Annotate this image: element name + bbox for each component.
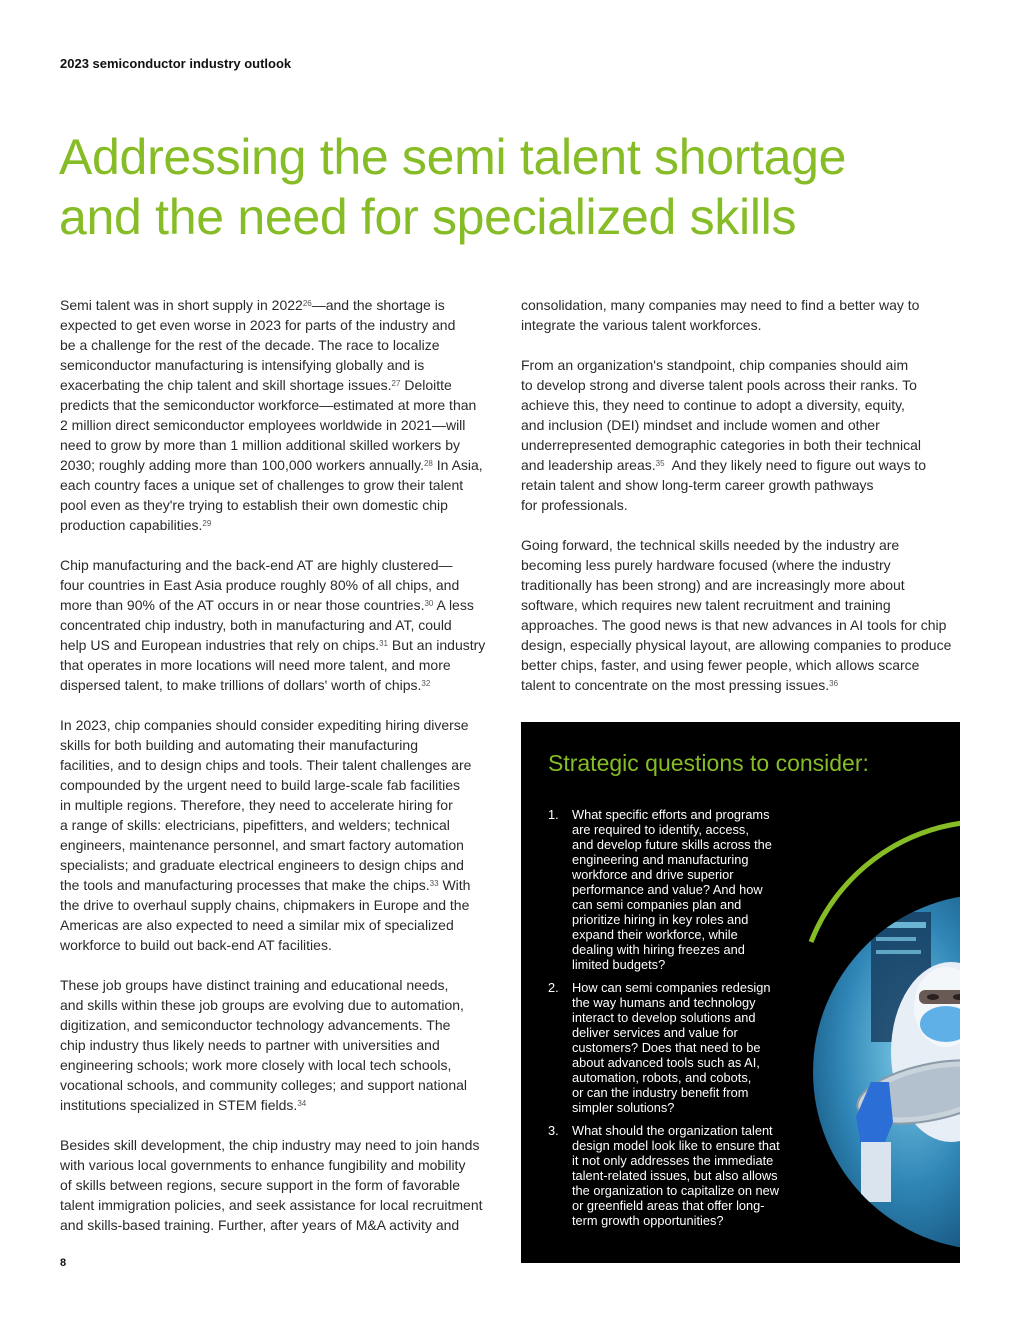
page-title xyxy=(59,127,959,247)
sidebar-title: Strategic questions to consider: xyxy=(548,750,869,776)
paragraph-8: Going forward, the technical skills needed by the industry are becoming less purely hardware focused (where the industry traditionally has been strong) and are increasingly more about software, which requires new talent recruitment and training approaches. The good news is that new advances in AI tools for chip design, especially physical layout, are allowing companies to produce better chips, faster, and using fewer people, which allows scarce talent to concentrate on the most pressing issues.$^{36}$ xyxy=(521,537,952,693)
report-header: 2023 semiconductor industry outlook xyxy=(60,56,292,71)
right-column xyxy=(521,295,961,715)
paragraph-5: Besides skill development, the chip industry may need to join hands with various local governments to enhance fungibility and mobility of skills between regions, secure support in the form of favorable talent immigration policies, and seek assistance for local recruitment and skills-based training. Further, after years of M&A activity and xyxy=(60,1137,483,1233)
title-line-2: and the need for specialized skills xyxy=(59,189,797,245)
question-item: 3. What should the organization talent design model look like to ensure that it not only addresses the immediate talent-related issues, but also allows the organization to capitalize on new or greenfield areas that offer long- term growth opportunities? xyxy=(548,1123,780,1228)
page-number: 8 xyxy=(60,1257,67,1269)
paragraph-3: In 2023, chip companies should consider expediting hiring diverse skills for both building and automating their manufacturing facilities, and to design chips and tools. Their talent challenges are compounded by the urgent need to build large-scale fab facilities in multiple regions. Therefore, they need to accelerate hiring for a range of skills: electricians, pipefitters, and welders; technical engineers, maintenance personnel, and smart factory automation specialists; and graduate electrical engineers to design chips and the tools and manufacturing processes that make the chips.$^{33}$ With the drive to overhaul supply chains, chipmakers in Europe and the Americas are also expected to need a similar mix of specialized workforce to build out back-end AT facilities. xyxy=(60,717,472,953)
strategic-questions-box xyxy=(521,722,960,1263)
paragraph-7: From an organization's standpoint, chip companies should aim to develop strong and diverse talent pools across their ranks. To achieve this, they need to continue to adopt a diversity, equity, and inclusion (DEI) mindset and include women and other underrepresented demographic categories in both their technical and leadership areas.$^{35}$ And they likely need to figure out ways to retain talent and show long-term career growth pathways for professionals. xyxy=(521,357,927,513)
paragraph-6: consolidation, many companies may need to find a better way to integrate the various talent workforces. xyxy=(521,297,920,333)
questions-list xyxy=(548,807,808,1236)
paragraph-2: Chip manufacturing and the back-end AT are highly clustered— four countries in East Asia produce roughly 80% of all chips, and more than 90% of the AT occurs in or near those countries.$^{30}$ A less concentrated chip industry, both in manufacturing and AT, could help US and European industries that rely on chips.$^{31}$ But an industry that operates in more locations will need more talent, and more dispersed talent, to make trillions of dollars' worth of chips.$^{32}$ xyxy=(60,557,486,693)
left-column xyxy=(60,295,505,1255)
question-item: 2. How can semi companies redesign the way humans and technology interact to develop solutions and deliver services and value for customers? Does that need to be about advanced tools such as AI, automation, robots, and cobots, or can the industry benefit from simpler solutions? xyxy=(548,980,771,1115)
paragraph-4: These job groups have distinct training and educational needs, and skills within these job groups are evolving due to automation, digitization, and semiconductor technology advancements. The chip industry thus likely needs to partner with universities and engineering schools; work more closely with local tech schools, vocational schools, and community colleges; and support national institutions specialized in STEM fields.$^{34}$ xyxy=(60,977,468,1113)
paragraph-1: Semi talent was in short supply in 2022$^{26}$—and the shortage is expected to get even worse in 2023 for parts of the industry and be a challenge for the rest of the decade. The race to localize semiconductor manufacturing is intensifying globally and is exacerbating the chip talent and skill shortage issues.$^{27}$ Deloitte predicts that the semiconductor workforce—estimated at more than 2 million direct semiconductor employees worldwide in 2021—will need to grow by more than 1 million additional skilled workers by 2030; roughly adding more than 100,000 workers annually.$^{28}$ In Asia, each country faces a unique set of challenges to grow their talent pool even as they're trying to establish their own domestic chip production capabilities.$^{29}$ xyxy=(60,297,483,533)
question-item: 1. What specific efforts and programs are required to identify, access, and develop future skills across the engineering and manufacturing workforce and drive superior performance and value? And how can semi companies plan and prioritize hiring in key roles and expand their workforce, while dealing with hiring freezes and limited budgets? xyxy=(548,807,772,972)
title-line-1: Addressing the semi talent shortage xyxy=(59,129,847,185)
